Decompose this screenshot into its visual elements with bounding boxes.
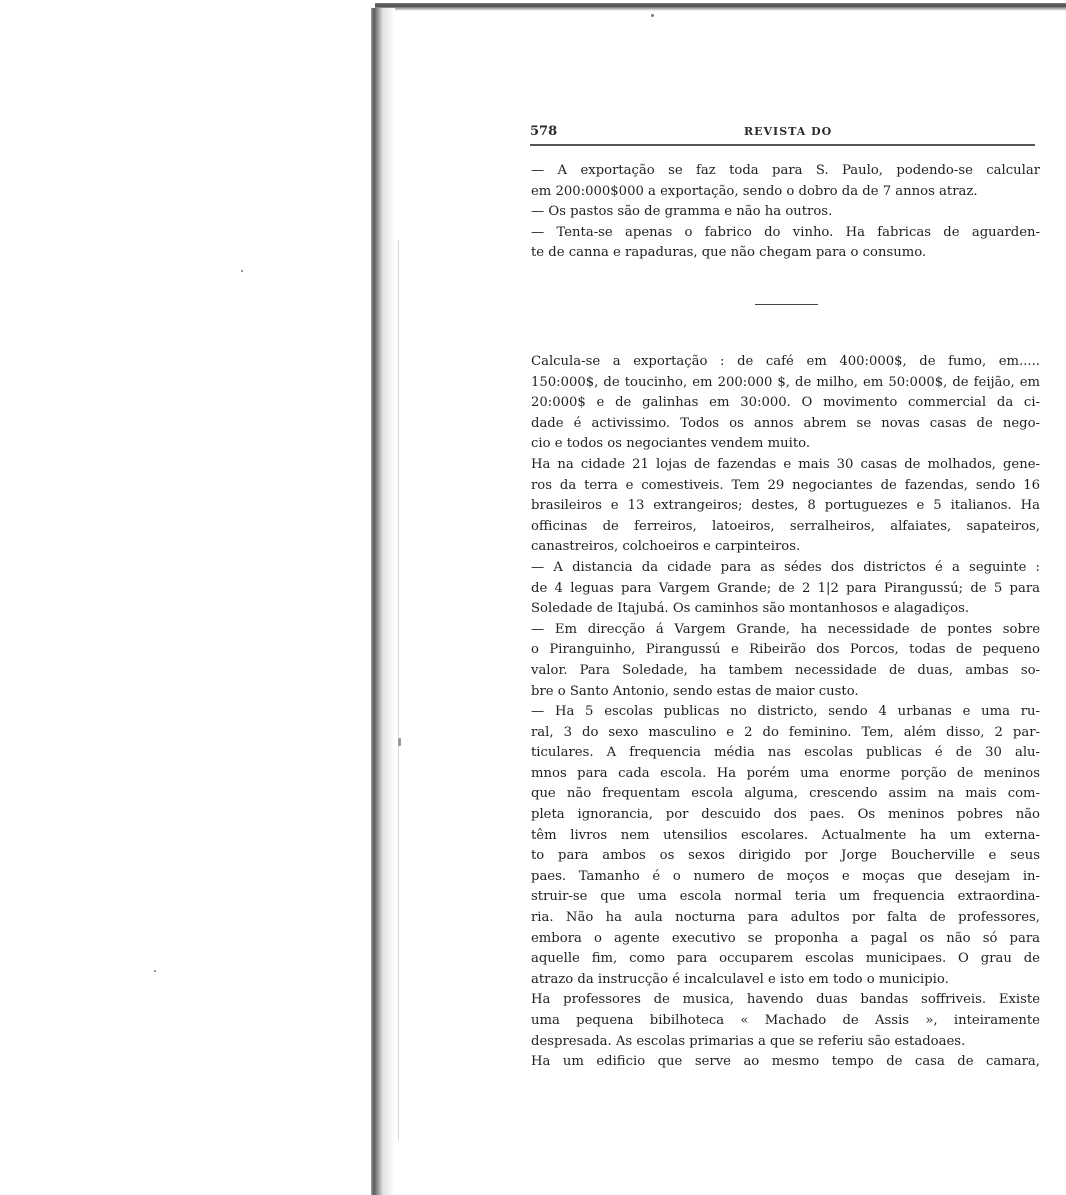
text-line: Calcula-se a exportação : de café em 400:000$, de fumo, em..... [531,354,1040,369]
text-line: aquelle fim, como para occuparem escolas municipaes. O grau de [531,951,1040,967]
gutter-line [398,240,399,1140]
text-line: — A exportação se faz toda para S. Paulo, podendo-se calcular [531,163,1040,178]
text-line: uma pequena bibilhoteca « Machado de Assis », inteiramente [531,1013,1040,1028]
text-line: valor. Para Soledade, ha tambem necessidade de duas, ambas so- [531,662,1040,678]
text-line: struir-se que uma escola normal teria um frequencia extraordina- [531,889,1040,905]
text-line: — Os pastos são de gramma e não ha outros. [531,204,833,220]
text-line: Ha na cidade 21 lojas de fazendas e mais 30 casas de molhados, gene- [531,456,1040,472]
text-line: Ha um edificio que serve ao mesmo tempo de casa de camara, [531,1054,1040,1070]
scan-speck [154,970,156,972]
section-divider [755,304,818,305]
text-line: Soledade de Itajubá. Os caminhos são montanhosos e alagadiços. [531,601,970,617]
text-line: to para ambos os sexos dirigido por Jorge Boucherville e seus [531,848,1040,864]
text-line: bre o Santo Antonio, sendo estas de maior custo. [531,683,859,699]
text-line: de 4 leguas para Vargem Grande; de 2 1|2 para Pirangussú; de 5 para [531,580,1040,596]
text-line: te de canna e rapaduras, que não chegam para o consumo. [531,245,927,261]
text-line: officinas de ferreiros, latoeiros, serralheiros, alfaiates, sapateiros, [531,518,1040,534]
text-line: — A distancia da cidade para as sédes dos districtos é a seguinte : [531,559,1040,575]
header-rule [530,144,1035,146]
text-line: despresada. As escolas primarias a que se referiu são estadoaes. [531,1033,966,1049]
text-line: em 200:000$000 a exportação, sendo o dobro da de 7 annos atraz. [531,183,978,199]
scan-speck [241,270,243,272]
text-line: cio e todos os negociantes vendem muito. [531,436,811,452]
text-line: pleta ignorancia, por descuido dos paes. Os meninos pobres não [531,807,1040,823]
text-line: 150:000$, de toucinho, em 200:000 $, de milho, em 50:000$, de feijão, em [531,374,1040,390]
text-line: ria. Não ha aula nocturna para adultos por falta de professores, [531,910,1040,926]
text-line: embora o agente executivo se proponha a pagal os não só para [531,930,1040,946]
text-line: — Tenta-se apenas o fabrico do vinho. Ha fabricas de aguarden- [531,224,1040,240]
main-text-block [531,352,1040,1073]
text-line: paes. Tamanho é o numero de moços e moças que desejam in- [531,868,1040,884]
text-line: ral, 3 do sexo masculino e 2 do feminino. Tem, além disso, 2 par- [531,724,1040,740]
text-line: ros da terra e comestiveis. Tem 29 negociantes de fazendas, sendo 16 [531,477,1040,493]
text-line: têm livros nem utensilios escolares. Actualmente ha um externa- [531,827,1040,843]
text-line: 20:000$ e de galinhas em 30:000. O movimento commercial da ci- [531,395,1040,411]
book-binding-shadow [371,8,395,1195]
text-line: canastreiros, colchoeiros e carpinteiros. [531,539,801,555]
scan-top-edge [375,3,1066,11]
text-line: que não frequentam escola alguma, crescendo assim na mais com- [531,786,1040,802]
scan-speck [398,738,401,746]
text-line: — Em direcção á Vargem Grande, ha necessidade de pontes sobre [531,621,1040,637]
page-header [530,124,1035,142]
text-line: brasileiros e 13 extrangeiros; destes, 8 portuguezes e 5 italianos. Ha [531,498,1040,514]
page-number: 578 [530,124,558,139]
text-line: mnos para cada escola. Ha porém uma enorme porção de meninos [531,765,1040,781]
text-line: Ha professores de musica, havendo duas bandas soffriveis. Existe [531,992,1040,1008]
text-line: o Piranguinho, Pirangussú e Ribeirão dos Porcos, todas de pequeno [531,642,1040,658]
top-text-block [531,161,1040,264]
running-head: REVISTA DO [744,125,833,138]
text-line: — Ha 5 escolas publicas no districto, sendo 4 urbanas e uma ru- [531,704,1040,720]
scan-speck [651,14,654,17]
text-line: ticulares. A frequencia média nas escolas publicas é de 30 alu- [531,745,1040,761]
text-line: atrazo da instrucção é incalculavel e isto em todo o municipio. [531,971,949,987]
text-line: dade é activissimo. Todos os annos abrem se novas casas de nego- [531,415,1040,431]
